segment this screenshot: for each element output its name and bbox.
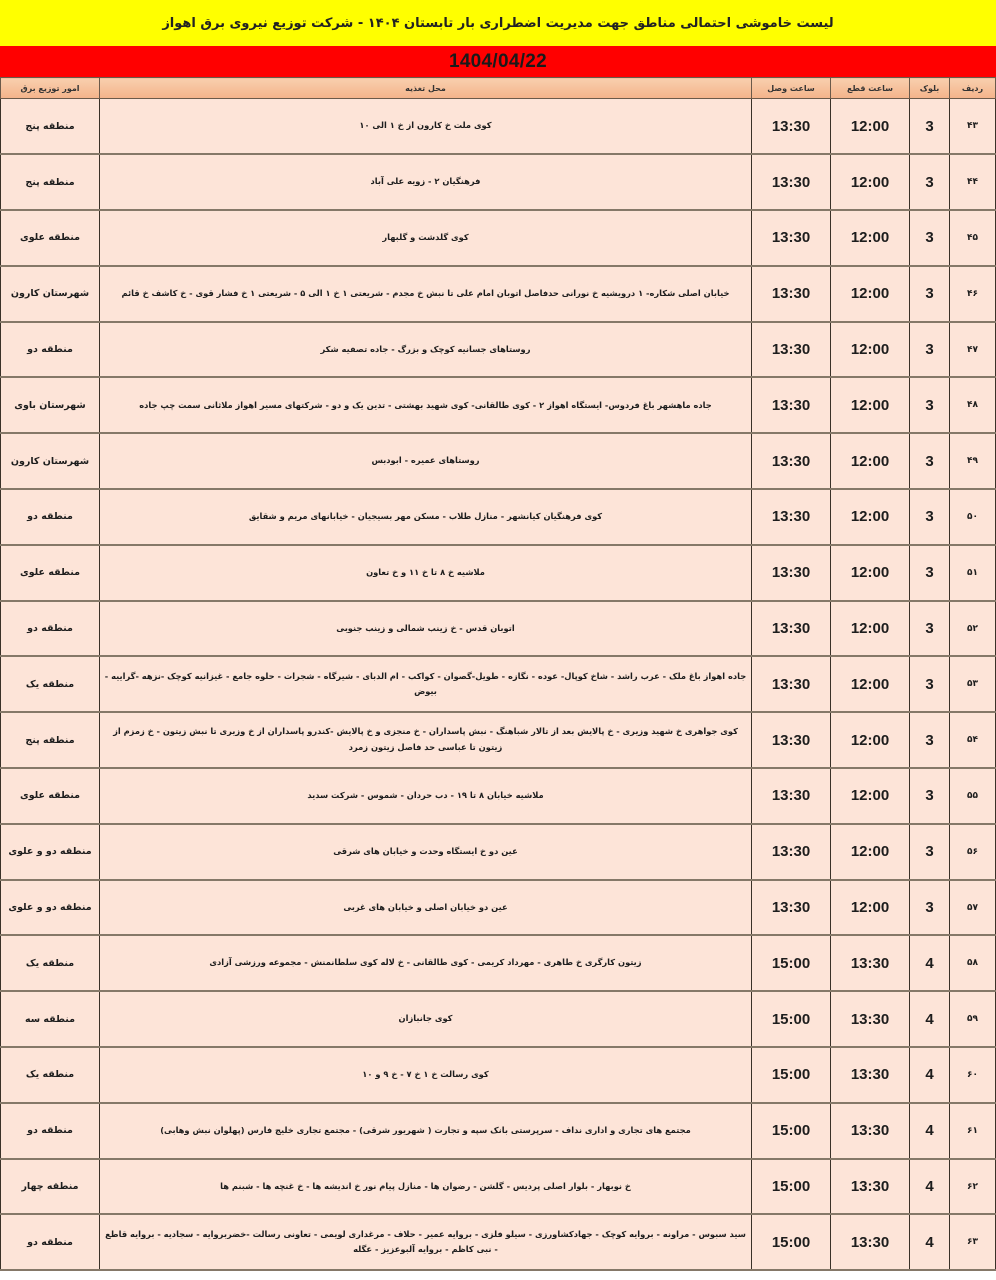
connect-time-cell: 13:30	[752, 99, 831, 155]
block-cell: 3	[910, 489, 950, 545]
district-cell: شهرستان باوی	[1, 377, 100, 433]
row-number-cell: ۵۹	[950, 991, 996, 1047]
table-row	[1, 712, 996, 768]
table-row	[1, 210, 996, 266]
location-cell: خ نوبهار - بلوار اصلی پردیس - گلشن - رضوان ها - منازل پیام نور خ اندیشه ها - خ غنچه ها - شبنم ها	[100, 1159, 752, 1215]
table-row	[1, 99, 996, 155]
row-number-cell: ۵۶	[950, 824, 996, 880]
block-cell: 3	[910, 601, 950, 657]
table-row	[1, 880, 996, 936]
location-cell: ملاشیه خیابان ۸ تا ۱۹ - دب حردان - شموس - شرکت سدید	[100, 768, 752, 824]
cut-time-cell: 12:00	[831, 601, 910, 657]
district-cell: منطقه دو	[1, 1103, 100, 1159]
connect-time-cell: 15:00	[752, 1159, 831, 1215]
connect-time-cell: 13:30	[752, 656, 831, 712]
outage-schedule-table	[0, 77, 996, 1271]
block-cell: 4	[910, 1159, 950, 1215]
row-number-cell: ۵۱	[950, 545, 996, 601]
date-label: 1404/04/22	[448, 51, 548, 72]
cut-time-cell: 12:00	[831, 377, 910, 433]
table-row	[1, 1103, 996, 1159]
cut-time-cell: 12:00	[831, 99, 910, 155]
table-row	[1, 601, 996, 657]
connect-time-cell: 13:30	[752, 322, 831, 378]
district-cell: منطقه علوی	[1, 768, 100, 824]
cut-time-cell: 12:00	[831, 712, 910, 768]
cut-time-cell: 12:00	[831, 322, 910, 378]
table-row	[1, 768, 996, 824]
table-row	[1, 1047, 996, 1103]
location-cell: کوی گلدشت و گلبهار	[100, 210, 752, 266]
block-cell: 3	[910, 656, 950, 712]
connect-time-cell: 15:00	[752, 935, 831, 991]
table-row	[1, 824, 996, 880]
cut-time-cell: 12:00	[831, 154, 910, 210]
table-row	[1, 1214, 996, 1270]
district-cell: منطقه دو و علوی	[1, 824, 100, 880]
row-number-cell: ۶۳	[950, 1214, 996, 1270]
block-cell: 3	[910, 322, 950, 378]
block-cell: 3	[910, 824, 950, 880]
row-number-cell: ۴۴	[950, 154, 996, 210]
block-cell: 3	[910, 377, 950, 433]
district-cell: منطقه دو	[1, 1214, 100, 1270]
location-cell: خیابان اصلی شکاره- ۱ درویشیه خ نورانی حدفاصل اتوبان امام علی تا نبش خ مجدم - شریعتی ۱ خ ۱ الی ۵ - شریعتی ۱ خ فشار قوی - خ کاشف خ قائم	[100, 266, 752, 322]
table-row	[1, 991, 996, 1047]
cut-time-cell: 12:00	[831, 266, 910, 322]
location-cell: ملاشیه خ ۸ تا خ ۱۱ و خ تعاون	[100, 545, 752, 601]
row-number-cell: ۵۷	[950, 880, 996, 936]
column-header-block: بلوک	[910, 78, 950, 99]
location-cell: روستاهای جسانیه کوچک و بزرگ - جاده تصفیه شکر	[100, 322, 752, 378]
row-number-cell: ۴۹	[950, 433, 996, 489]
connect-time-cell: 13:30	[752, 712, 831, 768]
district-cell: منطقه دو و علوی	[1, 880, 100, 936]
location-cell: کوی ملت خ کارون از خ ۱ الی ۱۰	[100, 99, 752, 155]
row-number-cell: ۵۰	[950, 489, 996, 545]
connect-time-cell: 13:30	[752, 210, 831, 266]
table-row	[1, 656, 996, 712]
column-header-cut-time: ساعت قطع	[831, 78, 910, 99]
location-cell: سید سبوس - مراونه - بروایه کوچک - جهادکشاورزی - سیلو فلزی - بروایه عمیر - حلاف - مرغداری لویمی - تعاونی رسالت -خضربروایه - سجادیه - بروایه قاطع - نبی کاظم - بروایه آلبوعزیز - عگله	[100, 1214, 752, 1270]
block-cell: 3	[910, 545, 950, 601]
location-cell: عین دو خیابان اصلی و خیابان های غربی	[100, 880, 752, 936]
column-header-connect-time: ساعت وصل	[752, 78, 831, 99]
cut-time-cell: 12:00	[831, 433, 910, 489]
connect-time-cell: 13:30	[752, 824, 831, 880]
block-cell: 3	[910, 880, 950, 936]
cut-time-cell: 12:00	[831, 824, 910, 880]
connect-time-cell: 15:00	[752, 1047, 831, 1103]
connect-time-cell: 15:00	[752, 1214, 831, 1270]
table-row	[1, 545, 996, 601]
row-number-cell: ۴۳	[950, 99, 996, 155]
cut-time-cell: 12:00	[831, 768, 910, 824]
row-number-cell: ۴۵	[950, 210, 996, 266]
table-row	[1, 322, 996, 378]
block-cell: 3	[910, 712, 950, 768]
block-cell: 3	[910, 210, 950, 266]
page-title: لیست خاموشی احتمالی مناطق جهت مدیریت اضطراری بار تابستان ۱۴۰۴ - شرکت توزیع نیروی برق اهواز	[162, 15, 834, 31]
district-cell: شهرستان کارون	[1, 433, 100, 489]
connect-time-cell: 13:30	[752, 154, 831, 210]
cut-time-cell: 12:00	[831, 545, 910, 601]
location-cell: جاده ماهشهر باغ فردوس- ایستگاه اهواز ۲ - کوی طالقانی- کوی شهید بهشتی - تدین یک و دو - شرکتهای مسیر اهواز ملاثانی سمت چپ جاده	[100, 377, 752, 433]
location-cell: کوی رسالت خ ۱ خ ۷ - خ ۹ و ۱۰	[100, 1047, 752, 1103]
table-row	[1, 489, 996, 545]
cut-time-cell: 13:30	[831, 935, 910, 991]
page-title-bar	[0, 0, 996, 46]
district-cell: منطقه پنج	[1, 154, 100, 210]
district-cell: منطقه یک	[1, 1047, 100, 1103]
row-number-cell: ۵۳	[950, 656, 996, 712]
block-cell: 4	[910, 935, 950, 991]
date-banner	[0, 46, 996, 78]
connect-time-cell: 13:30	[752, 433, 831, 489]
district-cell: شهرستان کارون	[1, 266, 100, 322]
cut-time-cell: 12:00	[831, 210, 910, 266]
block-cell: 4	[910, 1103, 950, 1159]
row-number-cell: ۶۲	[950, 1159, 996, 1215]
table-row	[1, 1159, 996, 1215]
row-number-cell: ۶۰	[950, 1047, 996, 1103]
cut-time-cell: 12:00	[831, 489, 910, 545]
district-cell: منطقه یک	[1, 935, 100, 991]
table-row	[1, 266, 996, 322]
table-header-row	[1, 78, 996, 99]
cut-time-cell: 13:30	[831, 1159, 910, 1215]
connect-time-cell: 13:30	[752, 489, 831, 545]
row-number-cell: ۵۴	[950, 712, 996, 768]
cut-time-cell: 12:00	[831, 656, 910, 712]
block-cell: 3	[910, 768, 950, 824]
row-number-cell: ۴۷	[950, 322, 996, 378]
block-cell: 3	[910, 99, 950, 155]
district-cell: منطقه یک	[1, 656, 100, 712]
table-row	[1, 433, 996, 489]
location-cell: کوی فرهنگیان کیانشهر - منازل طلاب - مسکن مهر بسیجیان - خیابانهای مریم و شقایق	[100, 489, 752, 545]
row-number-cell: ۶۱	[950, 1103, 996, 1159]
district-cell: منطقه سه	[1, 991, 100, 1047]
table-row	[1, 935, 996, 991]
block-cell: 3	[910, 433, 950, 489]
location-cell: کوی جانبازان	[100, 991, 752, 1047]
connect-time-cell: 13:30	[752, 377, 831, 433]
district-cell: منطقه دو	[1, 489, 100, 545]
connect-time-cell: 13:30	[752, 768, 831, 824]
cut-time-cell: 13:30	[831, 1214, 910, 1270]
location-cell: زیتون کارگری خ طاهری - مهرداد کریمی - کوی طالقانی - خ لاله کوی سلطانمنش - مجموعه ورزشی آزادی	[100, 935, 752, 991]
connect-time-cell: 13:30	[752, 601, 831, 657]
district-cell: منطقه علوی	[1, 545, 100, 601]
location-cell: روستاهای عمیره - ابودبس	[100, 433, 752, 489]
district-cell: منطقه پنج	[1, 99, 100, 155]
location-cell: مجتمع های تجاری و اداری نداف - سرپرستی بانک سپه و تجارت ( شهریور شرقی) - مجتمع تجاری خلیج فارس (پهلوان نبش وهابی)	[100, 1103, 752, 1159]
column-header-location: محل تغذیه	[100, 78, 752, 99]
district-cell: منطقه دو	[1, 601, 100, 657]
cut-time-cell: 12:00	[831, 880, 910, 936]
cut-time-cell: 13:30	[831, 1047, 910, 1103]
column-header-district: امور توزیع برق	[1, 78, 100, 99]
location-cell: اتوبان قدس - خ زینب شمالی و زینب جنوبی	[100, 601, 752, 657]
connect-time-cell: 15:00	[752, 991, 831, 1047]
row-number-cell: ۵۲	[950, 601, 996, 657]
block-cell: 4	[910, 1214, 950, 1270]
row-number-cell: ۵۵	[950, 768, 996, 824]
district-cell: منطقه چهار	[1, 1159, 100, 1215]
row-number-cell: ۵۸	[950, 935, 996, 991]
district-cell: منطقه پنج	[1, 712, 100, 768]
block-cell: 3	[910, 266, 950, 322]
location-cell: فرهنگیان ۲ - زویه علی آباد	[100, 154, 752, 210]
table-row	[1, 154, 996, 210]
column-header-row-number: ردیف	[950, 78, 996, 99]
row-number-cell: ۴۶	[950, 266, 996, 322]
location-cell: کوی جواهری خ شهید وزیری - خ پالایش بعد از تالار شباهنگ - نبش پاسداران - خ منجزی و خ پالایش -کندرو پاسداران از خ وزیری تا نبش زیتون - خ زمزم از زیتون تا عباسی حد فاصل زیتون زمرد	[100, 712, 752, 768]
district-cell: منطقه علوی	[1, 210, 100, 266]
location-cell: جاده اهواز باغ ملک - عرب راشد - شاخ کوپال- عوده - نگازه - طویل-گصوان - کواکب - ام الدبای - شیرگاه - شجرات - حلوه جامع - غیزانیه کوچک -نزهه -گراییه - بیوض	[100, 656, 752, 712]
block-cell: 4	[910, 1047, 950, 1103]
connect-time-cell: 15:00	[752, 1103, 831, 1159]
block-cell: 4	[910, 991, 950, 1047]
block-cell: 3	[910, 154, 950, 210]
connect-time-cell: 13:30	[752, 266, 831, 322]
cut-time-cell: 13:30	[831, 991, 910, 1047]
cut-time-cell: 13:30	[831, 1103, 910, 1159]
connect-time-cell: 13:30	[752, 880, 831, 936]
district-cell: منطقه دو	[1, 322, 100, 378]
row-number-cell: ۴۸	[950, 377, 996, 433]
location-cell: عین دو خ ایستگاه وحدت و خیابان های شرقی	[100, 824, 752, 880]
table-row	[1, 377, 996, 433]
connect-time-cell: 13:30	[752, 545, 831, 601]
